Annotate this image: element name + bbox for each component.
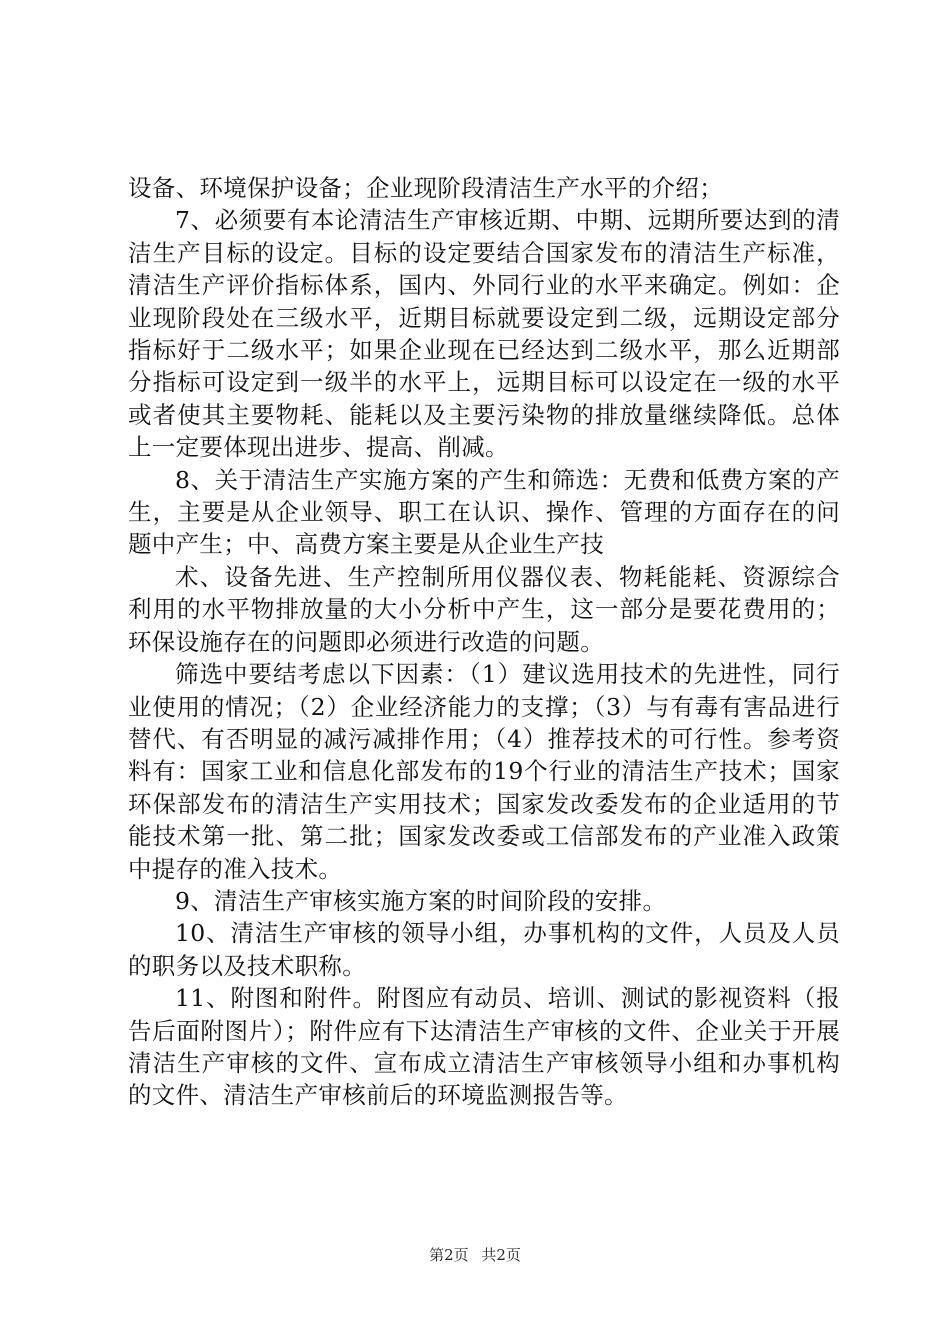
page-number: 第2页 (429, 1246, 469, 1264)
document-body (128, 172, 840, 1112)
paragraph-item-7: 7、必须要有本论清洁生产审核近期、中期、远期所要达到的清洁生产目标的设定。目标的设定要结合国家发布的清洁生产标准，清洁生产评价指标体系，国内、外同行业的水平来确定。例如：企业现阶段处在三级水平，近期目标就要设定到二级，远期设定部分指标好于二级水平；如果企业现在已经达到二级水平，那么近期部分指标可设定到一级半的水平上，远期目标可以设定在一级的水平或者使其主要物耗、能耗以及主要污染物的排放量继续降低。总体上一定要体现出进步、提高、削减。 (128, 206, 840, 462)
paragraph-screening-factors: 筛选中要结考虑以下因素：（1）建议选用技术的先进性，同行业使用的情况；（2）企业经济能力的支撑；（3）与有毒有害品进行替代、有否明显的减污减排作用；（4）推荐技术的可行性。参考资料有：国家工业和信息化部发布的19个行业的清洁生产技术；国家环保部发布的清洁生产实用技术；国家发改委发布的企业适用的节能技术第一批、第二批；国家发改委或工信部发布的产业准入政策中提存的准入技术。 (128, 660, 840, 883)
page-footer (0, 1245, 950, 1265)
paragraph-item-10: 10、清洁生产审核的领导小组，办事机构的文件，人员及人员的职务以及技术职称。 (128, 919, 840, 980)
paragraph-item-8-continued: 术、设备先进、生产控制所用仪器仪表、物耗能耗、资源综合利用的水平物排放量的大小分析中产生，这一部分是要花费用的；环保设施存在的问题即必须进行改造的问题。 (128, 562, 840, 656)
paragraph-item-8: 8、关于清洁生产实施方案的产生和筛选：无费和低费方案的产生，主要是从企业领导、职工在认识、操作、管理的方面存在的问题中产生；中、高费方案主要是从企业生产技 (128, 465, 840, 559)
paragraph-item-11: 11、附图和附件。附图应有动员、培训、测试的影视资料（报告后面附图片）；附件应有下达清洁生产审核的文件、企业关于开展清洁生产审核的文件、宣布成立清洁生产审核领导小组和办事机构的文件、清洁生产审核前后的环境监测报告等。 (128, 984, 840, 1110)
paragraph-equipment-intro: 设备、环境保护设备；企业现阶段清洁生产水平的介绍； (128, 174, 723, 202)
paragraph-item-9: 9、清洁生产审核实施方案的时间阶段的安排。 (175, 886, 667, 915)
page-total: 共2页 (481, 1246, 521, 1264)
